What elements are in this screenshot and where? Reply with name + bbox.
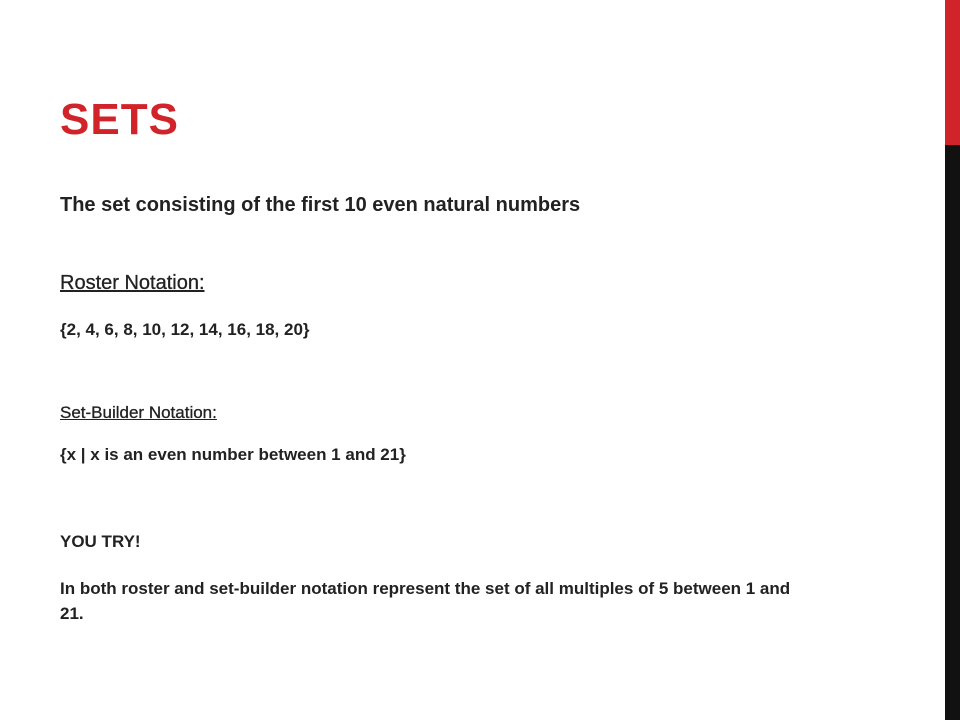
slide-subtitle: The set consisting of the first 10 even natural numbers (60, 194, 581, 216)
roster-notation-heading: Roster Notation: (60, 272, 205, 294)
exercise-body: In both roster and set-builder notation represent the set of all multiples of 5 between 1 and 21. (60, 579, 791, 623)
set-builder-notation-heading: Set-Builder Notation: (60, 403, 217, 422)
roster-notation-value: {2, 4, 6, 8, 10, 12, 14, 16, 18, 20} (60, 320, 310, 339)
slide-title: SETS (60, 95, 179, 144)
set-builder-notation-value: {x | x is an even number between 1 and 21} (60, 445, 406, 464)
side-bar-accent (945, 0, 960, 145)
side-bar-dark (945, 145, 960, 720)
side-bar (945, 0, 960, 720)
exercise-heading: YOU TRY! (60, 532, 141, 551)
